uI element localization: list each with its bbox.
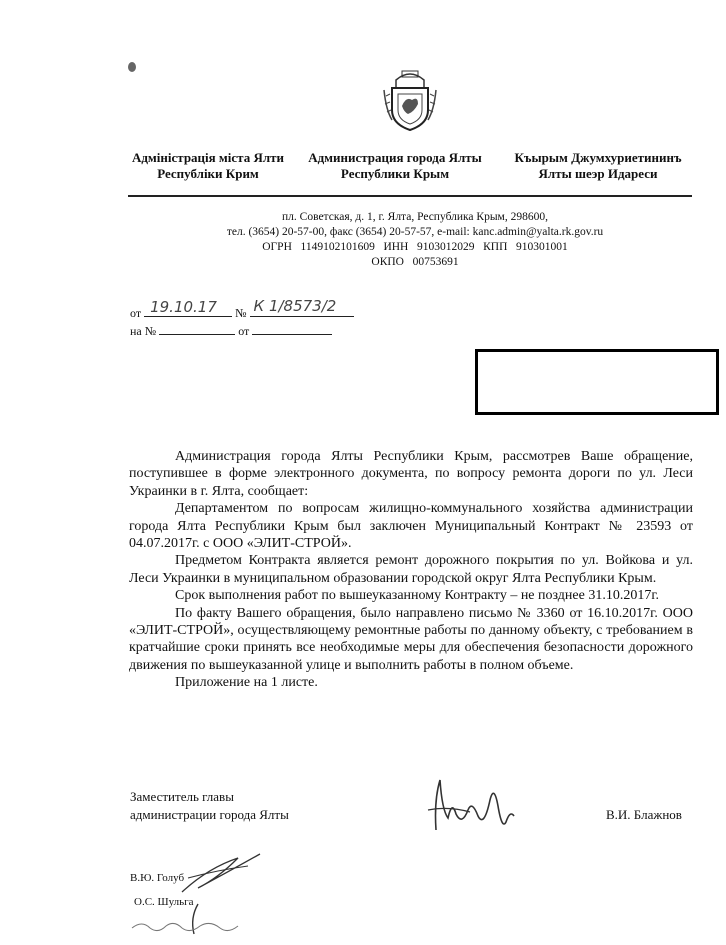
signatory-title-line1: Заместитель главы [130, 789, 234, 804]
header-russian-line2: Республики Крым [340, 166, 450, 181]
header-crimean-tatar-line2: Ялты шеэр Идареси [538, 166, 658, 181]
header-russian-line1: Администрация города Ялты [308, 150, 482, 165]
crimea-emblem-icon [382, 66, 438, 134]
executor-2: О.С. Шульга [134, 896, 194, 908]
signatory-title-line2: администрации города Ялты [130, 807, 289, 822]
header-ukrainian-line2: Республіки Крим [157, 166, 259, 181]
registration-number-label: № [235, 306, 247, 320]
reply-number-label: на № [130, 324, 157, 338]
body-paragraph-6: Приложение на 1 листе. [175, 675, 318, 691]
signatory-title [130, 788, 289, 824]
handwritten-signature-icon [418, 770, 528, 840]
header-ukrainian [128, 150, 288, 182]
registration-number-field [250, 297, 354, 317]
reply-number-field [159, 322, 235, 335]
body-paragraph-1: Администрация города Ялты Республики Крым, рассмотрев Ваше обращение, поступившее в форме электронного документа, по вопросу ремонта дороги по ул. Леси Украинки в г. Ялта, сообщает: [129, 449, 693, 499]
contact-address: пл. Советская, д. 1, г. Ялта, Республика Крым, 298600, [282, 211, 548, 223]
handwritten-note-icon [128, 898, 268, 942]
reply-from-label: от [238, 324, 250, 338]
letter-body [129, 448, 693, 692]
registration-number: К 1/8573/2 [253, 297, 337, 315]
executor-1: В.Ю. Голуб [130, 872, 185, 884]
scan-mark [128, 62, 136, 72]
registration-date-field [144, 298, 232, 317]
registration-date: 19.10.17 [150, 298, 217, 316]
signatory-name: В.И. Блажнов [606, 807, 682, 822]
contact-phones: тел. (3654) 20-57-00, факс (3654) 20-57-57, e-mail: kanc.admin@yalta.rk.gov.ru [226, 226, 604, 238]
body-paragraph-2: Департаментом по вопросам жилищно-коммунального хозяйства администрации города Ялта Республики Крым был заключен Муниципальный Контракт № 23593 от 04.07.2017г. с ООО «ЭЛИТ-СТРОЙ». [129, 501, 693, 552]
contact-okpo: ОКПО 00753691 [371, 256, 459, 268]
header-crimean-tatar-line1: Къырым Джумхуриетининъ [514, 150, 682, 165]
header-russian [300, 150, 490, 182]
header-divider [128, 195, 692, 197]
reply-line [130, 322, 332, 339]
body-paragraph-3: Предметом Контракта является ремонт дорожного покрытия по ул. Войкова и ул. Леси Украинки в муниципальном образовании городской округ Ялта Республики Крым. [129, 553, 693, 586]
reply-date-field [252, 322, 332, 335]
registration-line [130, 297, 354, 321]
executor-initials-icon [178, 848, 268, 898]
body-paragraph-4: Срок выполнения работ по вышеуказанному Контракту – не позднее 31.10.2017г. [175, 588, 659, 604]
registration-from-label: от [130, 306, 142, 320]
contact-codes: ОГРН 1149102101609 ИНН 9103012029 КПП 910301001 [262, 241, 568, 253]
header-ukrainian-line1: Адміністрація міста Ялти [131, 150, 285, 165]
redacted-addressee-box [475, 349, 719, 415]
body-paragraph-5: По факту Вашего обращения, было направлено письмо № 3360 от 16.10.2017г. ООО «ЭЛИТ-СТРОЙ», осуществляющему ремонтные работы по данному объекту, с требованием в кратчайшие сроки принять все необходимые меры для обеспечения безопасности дорожного движения по вышеуказанной улице и выполнить работы в полном объеме. [129, 605, 693, 673]
header-crimean-tatar [508, 150, 688, 182]
contact-block [200, 210, 630, 270]
